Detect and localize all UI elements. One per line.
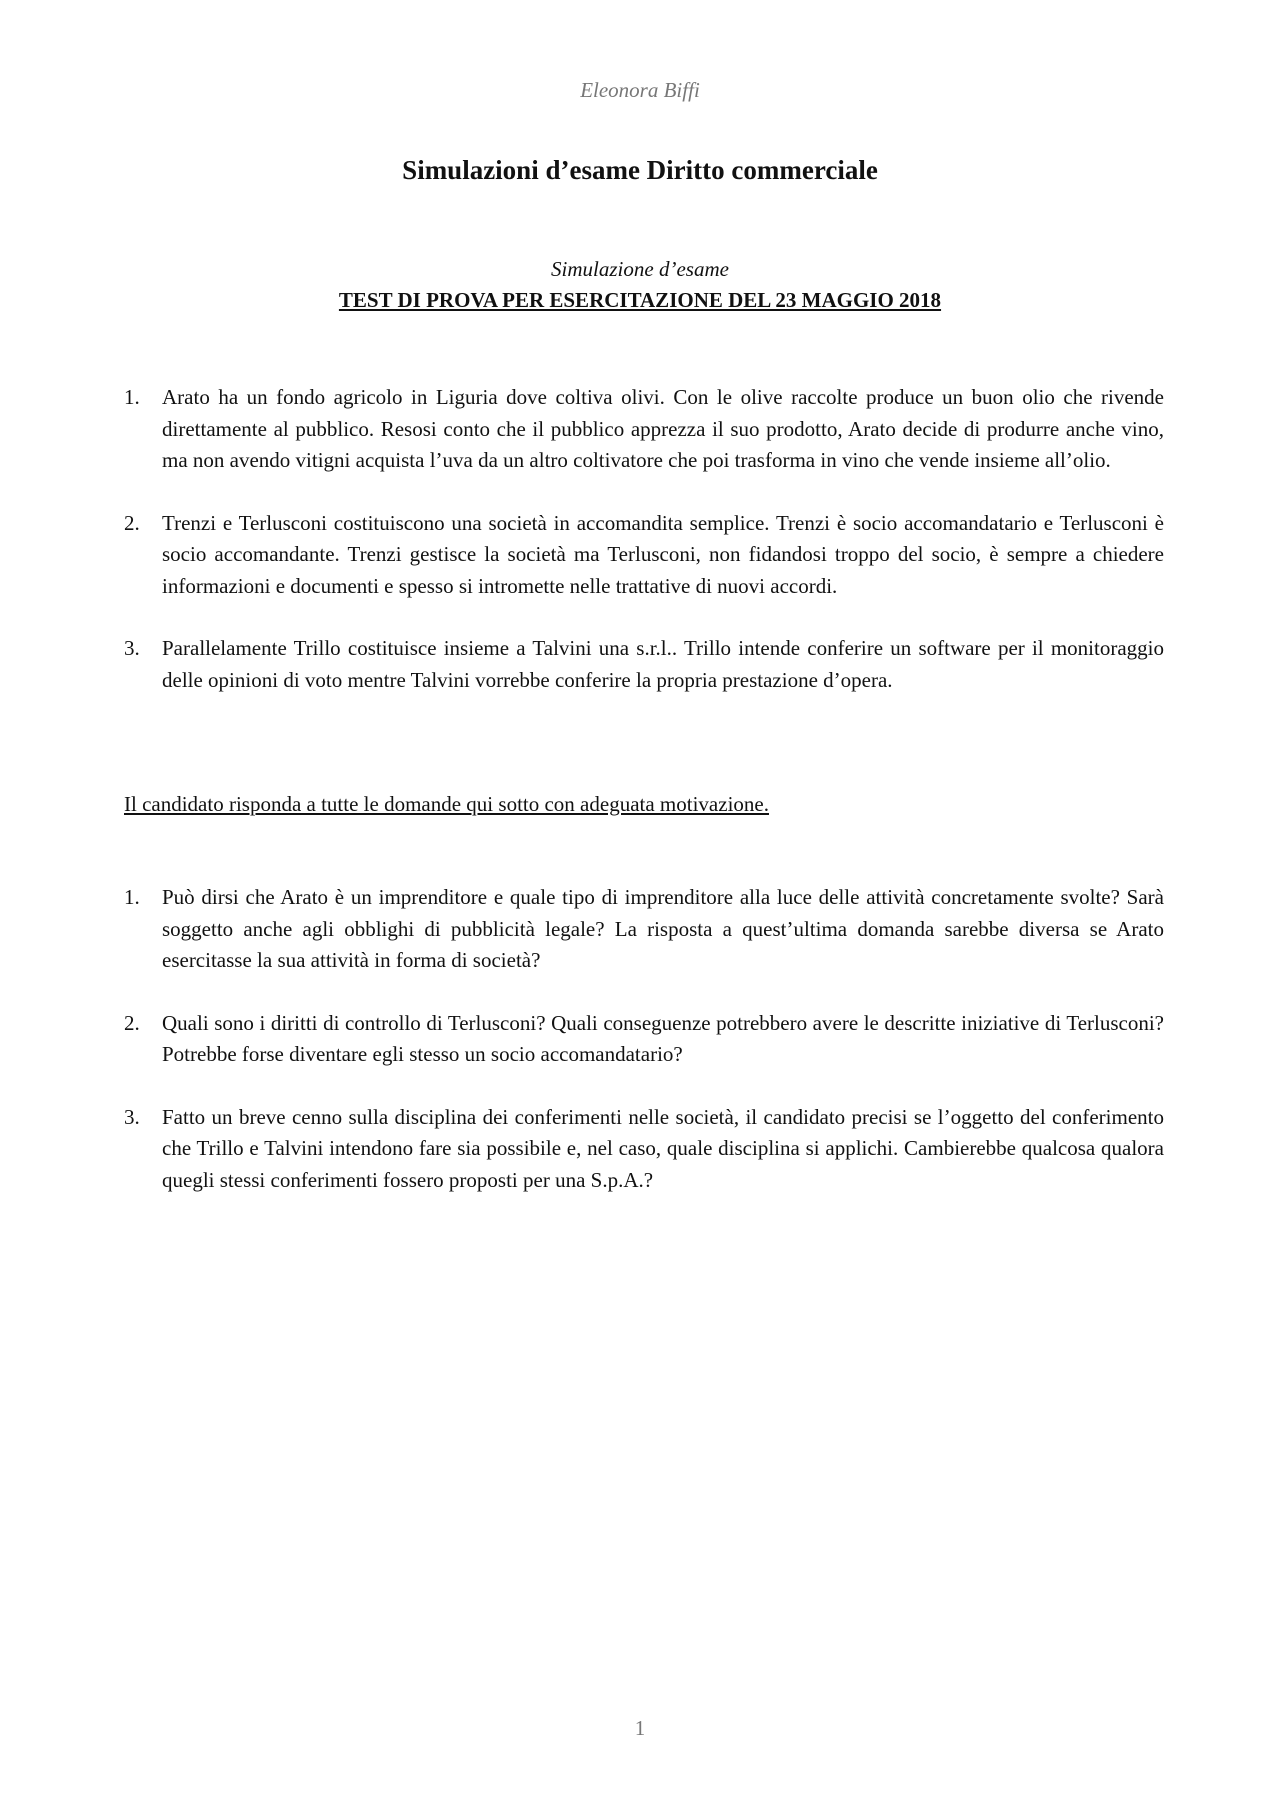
question-text: Quali sono i diritti di controllo di Terlusconi? Quali conseguenze potrebbero avere le descritte iniziative di Terlusconi? Potrebbe forse diventare egli stesso un socio accomandatario? — [162, 1010, 1164, 1066]
question-number: 1. — [124, 885, 140, 909]
case-number: 1. — [124, 385, 140, 409]
case-text: Arato ha un fondo agricolo in Liguria dove coltiva olivi. Con le olive raccolte produce un buon olio che rivende direttamente al pubblico. Resosi conto che il pubblico apprezza il suo prodotto, Arato decide di produrre anche vino, ma non avendo vitigni acquista l’uva da un altro coltivatore che poi trasforma in vino che vende insieme all’olio. — [162, 385, 1164, 472]
case-item — [124, 382, 1164, 477]
question-list — [124, 882, 1164, 1196]
simulation-heading: TEST DI PROVA PER ESERCITAZIONE DEL 23 MAGGIO 2018 — [338, 288, 942, 312]
question-number: 3. — [124, 1104, 140, 1129]
question-text: Fatto un breve cenno sulla disciplina dei conferimenti nelle società, il candidato precisi se l’oggetto del conferimento che Trillo e Talvini intendono fare sia possibile e, nel caso, quale disciplina si applichi. Cambierebbe qualcosa qualora quegli stessi conferimenti fossero proposti per una S.p.A.? — [162, 1104, 1164, 1192]
question-text: Può dirsi che Arato è un imprenditore e quale tipo di imprenditore alla luce delle attività concretamente svolte? Sarà soggetto anche agli obblighi di pubblicità legale? La risposta a quest’ultima domanda sarebbe diversa se Arato esercitasse la sua attività in forma di società? — [162, 885, 1164, 972]
case-number: 3. — [124, 636, 140, 660]
question-item — [124, 882, 1164, 977]
case-item — [124, 633, 1164, 696]
case-item — [124, 508, 1164, 603]
case-text: Parallelamente Trillo costituisce insieme a Talvini una s.r.l.. Trillo intende conferire un software per il monitoraggio delle opinioni di voto mentre Talvini vorrebbe conferire la propria prestazione d’opera. — [162, 636, 1164, 692]
simulation-subtitle: Simulazione d’esame — [551, 257, 729, 281]
question-item — [124, 1008, 1164, 1071]
case-list — [124, 382, 1164, 696]
question-item — [124, 1102, 1164, 1197]
case-number: 2. — [124, 510, 140, 535]
case-text: Trenzi e Terlusconi costituiscono una società in accomandita semplice. Trenzi è socio accomandatario e Terlusconi è socio accomandante. Trenzi gestisce la società ma Terlusconi, non fidandosi troppo del socio, è sempre a chiedere informazioni e documenti e spesso si intromette nelle trattative di nuovi accordi. — [162, 510, 1164, 598]
instruction-text: Il candidato risponda a tutte le domande qui sotto con adeguata motivazione. — [124, 792, 769, 816]
question-number: 2. — [124, 1010, 140, 1035]
header-author: Eleonora Biffi — [580, 78, 700, 102]
document-title: Simulazioni d’esame Diritto commerciale — [402, 155, 878, 185]
page-number: 1 — [634, 1716, 646, 1740]
